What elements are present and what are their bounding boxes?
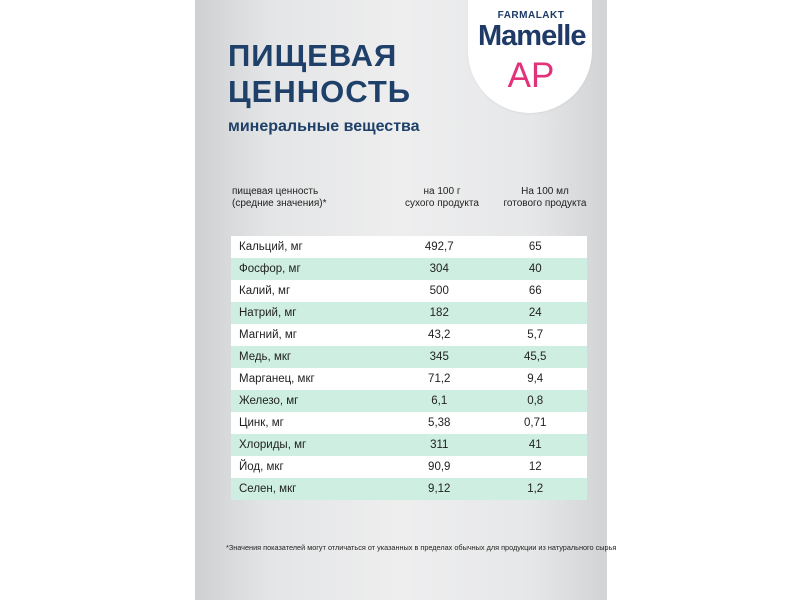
column-header-per-100ml-line-1: На 100 мл [521,186,569,197]
value-per-100g: 6,1 [431,395,448,407]
nutrient-name: Калий, мг [239,285,291,297]
nutrient-name: Селен, мкг [239,483,297,495]
column-header-per-100g-line-1: на 100 г [423,186,461,197]
value-per-100g: 345 [429,351,449,363]
nutrient-name: Медь, мкг [239,351,292,363]
value-per-100g: 311 [430,439,449,451]
value-per-100g: 90,9 [428,461,451,473]
nutrient-name: Фосфор, мг [239,263,301,275]
nutrient-name: Цинк, мг [239,417,284,429]
nutrient-name: Магний, мг [239,329,297,341]
value-per-100g: 71,2 [428,373,451,385]
table-row [231,258,587,280]
value-per-100ml: 1,2 [527,483,544,495]
brand-maker: FARMALAKT [497,10,565,21]
table-row [231,324,587,346]
table-row [231,346,587,368]
value-per-100ml: 40 [528,263,542,275]
table-row [231,280,587,302]
footnote: *Значения показателей могут отличаться от указанных в пределах обычных для продукции из натурального сырья [226,543,617,552]
table-row [231,412,587,434]
value-per-100ml: 5,7 [527,329,544,341]
column-header-per-100g-line-2: сухого продукта [405,198,479,209]
column-header-per-100ml-line-2: готового продукта [503,198,587,209]
value-per-100ml: 0,8 [527,395,544,407]
nutrient-name: Кальций, мг [239,241,303,253]
table-row [231,302,587,324]
value-per-100g: 492,7 [424,241,454,253]
brand-name: Mamelle [478,20,586,52]
page-title [228,38,411,110]
value-per-100ml: 0,71 [524,417,547,429]
value-per-100ml: 41 [528,439,542,451]
value-per-100ml: 65 [528,241,542,253]
title-line-1: ПИЩЕВАЯ [228,38,398,73]
value-per-100g: 43,2 [428,329,451,341]
value-per-100g: 9,12 [428,483,451,495]
column-header-per-100g [397,186,487,210]
value-per-100g: 500 [429,285,449,297]
value-per-100ml: 45,5 [524,351,547,363]
table-row [231,368,587,390]
nutrient-name: Натрий, мг [239,307,297,319]
value-per-100ml: 9,4 [527,373,544,385]
value-per-100ml: 66 [528,285,542,297]
table-row [231,390,587,412]
value-per-100g: 304 [429,263,449,275]
value-per-100g: 182 [429,307,449,319]
value-per-100ml: 12 [528,461,542,473]
nutrient-name: Хлориды, мг [239,439,307,451]
value-per-100ml: 24 [528,307,542,319]
title-line-2: ЦЕННОСТЬ [228,74,412,109]
table-row [231,478,587,500]
column-header-nutrient-line-1: пищевая ценность [232,186,319,197]
column-header-nutrient [232,186,392,210]
value-per-100g: 5,38 [428,417,451,429]
column-header-nutrient-line-2: (средние значения)* [232,198,327,209]
nutrient-name: Марганец, мкг [239,373,315,385]
nutrient-name: Железо, мг [239,395,299,407]
table-row [231,456,587,478]
table-row [231,236,587,258]
table-row [231,434,587,456]
nutrient-name: Йод, мкг [239,461,284,473]
column-header-per-100ml [490,186,600,210]
nutrition-table [231,236,587,500]
page-subtitle: минеральные вещества [228,118,420,135]
brand-variant: AP [507,56,555,95]
